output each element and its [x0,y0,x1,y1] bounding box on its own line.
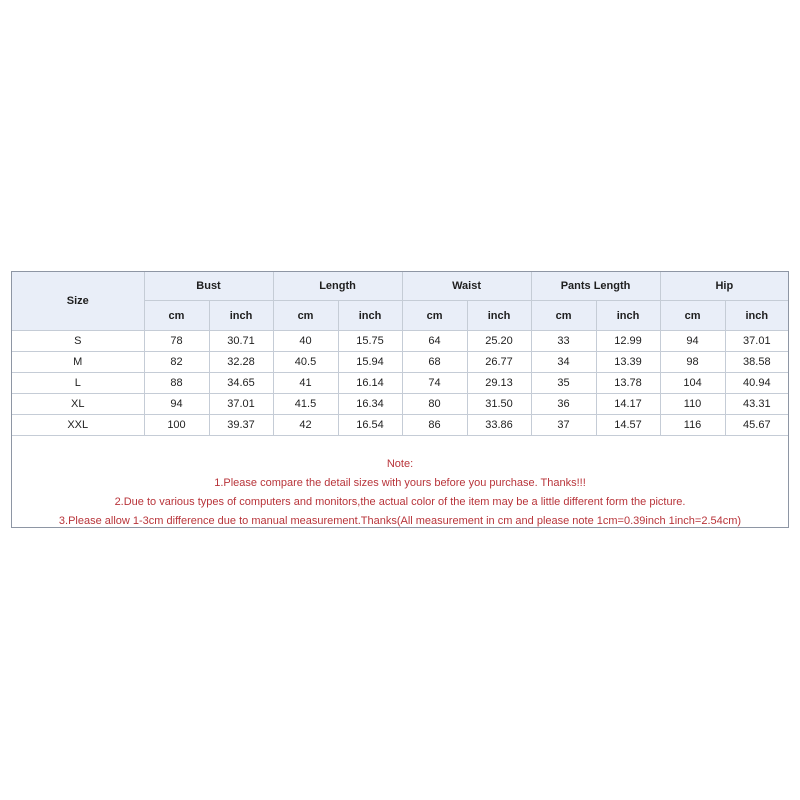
measurement-cell: 13.39 [596,352,660,373]
measurement-cell: 116 [660,415,725,436]
measurement-cell: 32.28 [209,352,273,373]
measurement-cell: 14.17 [596,394,660,415]
measurement-cell: 15.75 [338,331,402,352]
size-header: Size [12,272,144,331]
note-line-2: 2.Due to various types of computers and monitors,the actual color of the item may be a little different form the picture. [114,496,686,508]
size-cell: XXL [12,415,144,436]
measurement-cell: 80 [402,394,467,415]
measurement-cell: 37.01 [209,394,273,415]
measurement-cell: 100 [144,415,209,436]
table-row [12,394,788,415]
measurement-cell: 37.01 [725,331,788,352]
measurement-cell: 110 [660,394,725,415]
measurement-cell: 26.77 [467,352,531,373]
measurement-cell: 38.58 [725,352,788,373]
measurement-cell: 39.37 [209,415,273,436]
measurement-cell: 37 [531,415,596,436]
size-cell: XL [12,394,144,415]
measurement-cell: 86 [402,415,467,436]
measurement-cell: 30.71 [209,331,273,352]
unit-header-inch: inch [467,301,531,331]
measurement-cell: 34.65 [209,373,273,394]
size-table [12,272,788,436]
measurement-cell: 34 [531,352,596,373]
group-header-hip: Hip [660,272,788,301]
measurement-cell: 98 [660,352,725,373]
measurement-cell: 33.86 [467,415,531,436]
unit-header-cm: cm [660,301,725,331]
measurement-cell: 82 [144,352,209,373]
measurement-cell: 25.20 [467,331,531,352]
measurement-cell: 41 [273,373,338,394]
group-header-bust: Bust [144,272,273,301]
table-body [12,331,788,436]
measurement-cell: 104 [660,373,725,394]
table-row [12,331,788,352]
measurement-cell: 29.13 [467,373,531,394]
unit-header-cm: cm [402,301,467,331]
note-line-1: 1.Please compare the detail sizes with yours before you purchase. Thanks!!! [214,477,586,489]
unit-header-cm: cm [273,301,338,331]
note-line-3: 3.Please allow 1-3cm difference due to manual measurement.Thanks(All measurement in cm and please note 1cm=0.39inch 1inch=2.54cm) [58,515,742,527]
group-header-length: Length [273,272,402,301]
table-row [12,415,788,436]
measurement-cell: 41.5 [273,394,338,415]
group-header-waist: Waist [402,272,531,301]
group-header-pants-length: Pants Length [531,272,660,301]
measurement-cell: 16.14 [338,373,402,394]
measurement-cell: 94 [660,331,725,352]
notes-title: Note: [386,458,414,470]
size-cell: S [12,331,144,352]
measurement-cell: 16.34 [338,394,402,415]
unit-header-inch: inch [596,301,660,331]
measurement-cell: 64 [402,331,467,352]
notes-section [12,436,788,531]
measurement-cell: 88 [144,373,209,394]
size-cell: L [12,373,144,394]
measurement-cell: 35 [531,373,596,394]
measurement-cell: 15.94 [338,352,402,373]
group-header-row [12,272,788,301]
measurement-cell: 94 [144,394,209,415]
unit-header-cm: cm [531,301,596,331]
table-row [12,373,788,394]
measurement-cell: 40.94 [725,373,788,394]
measurement-cell: 40 [273,331,338,352]
measurement-cell: 74 [402,373,467,394]
measurement-cell: 68 [402,352,467,373]
measurement-cell: 14.57 [596,415,660,436]
measurement-cell: 40.5 [273,352,338,373]
unit-header-inch: inch [209,301,273,331]
measurement-cell: 42 [273,415,338,436]
measurement-cell: 12.99 [596,331,660,352]
measurement-cell: 31.50 [467,394,531,415]
size-cell: M [12,352,144,373]
measurement-cell: 16.54 [338,415,402,436]
size-chart [11,271,789,528]
unit-header-cm: cm [144,301,209,331]
unit-header-inch: inch [725,301,788,331]
measurement-cell: 33 [531,331,596,352]
table-row [12,352,788,373]
measurement-cell: 43.31 [725,394,788,415]
measurement-cell: 78 [144,331,209,352]
measurement-cell: 36 [531,394,596,415]
unit-header-inch: inch [338,301,402,331]
measurement-cell: 45.67 [725,415,788,436]
measurement-cell: 13.78 [596,373,660,394]
